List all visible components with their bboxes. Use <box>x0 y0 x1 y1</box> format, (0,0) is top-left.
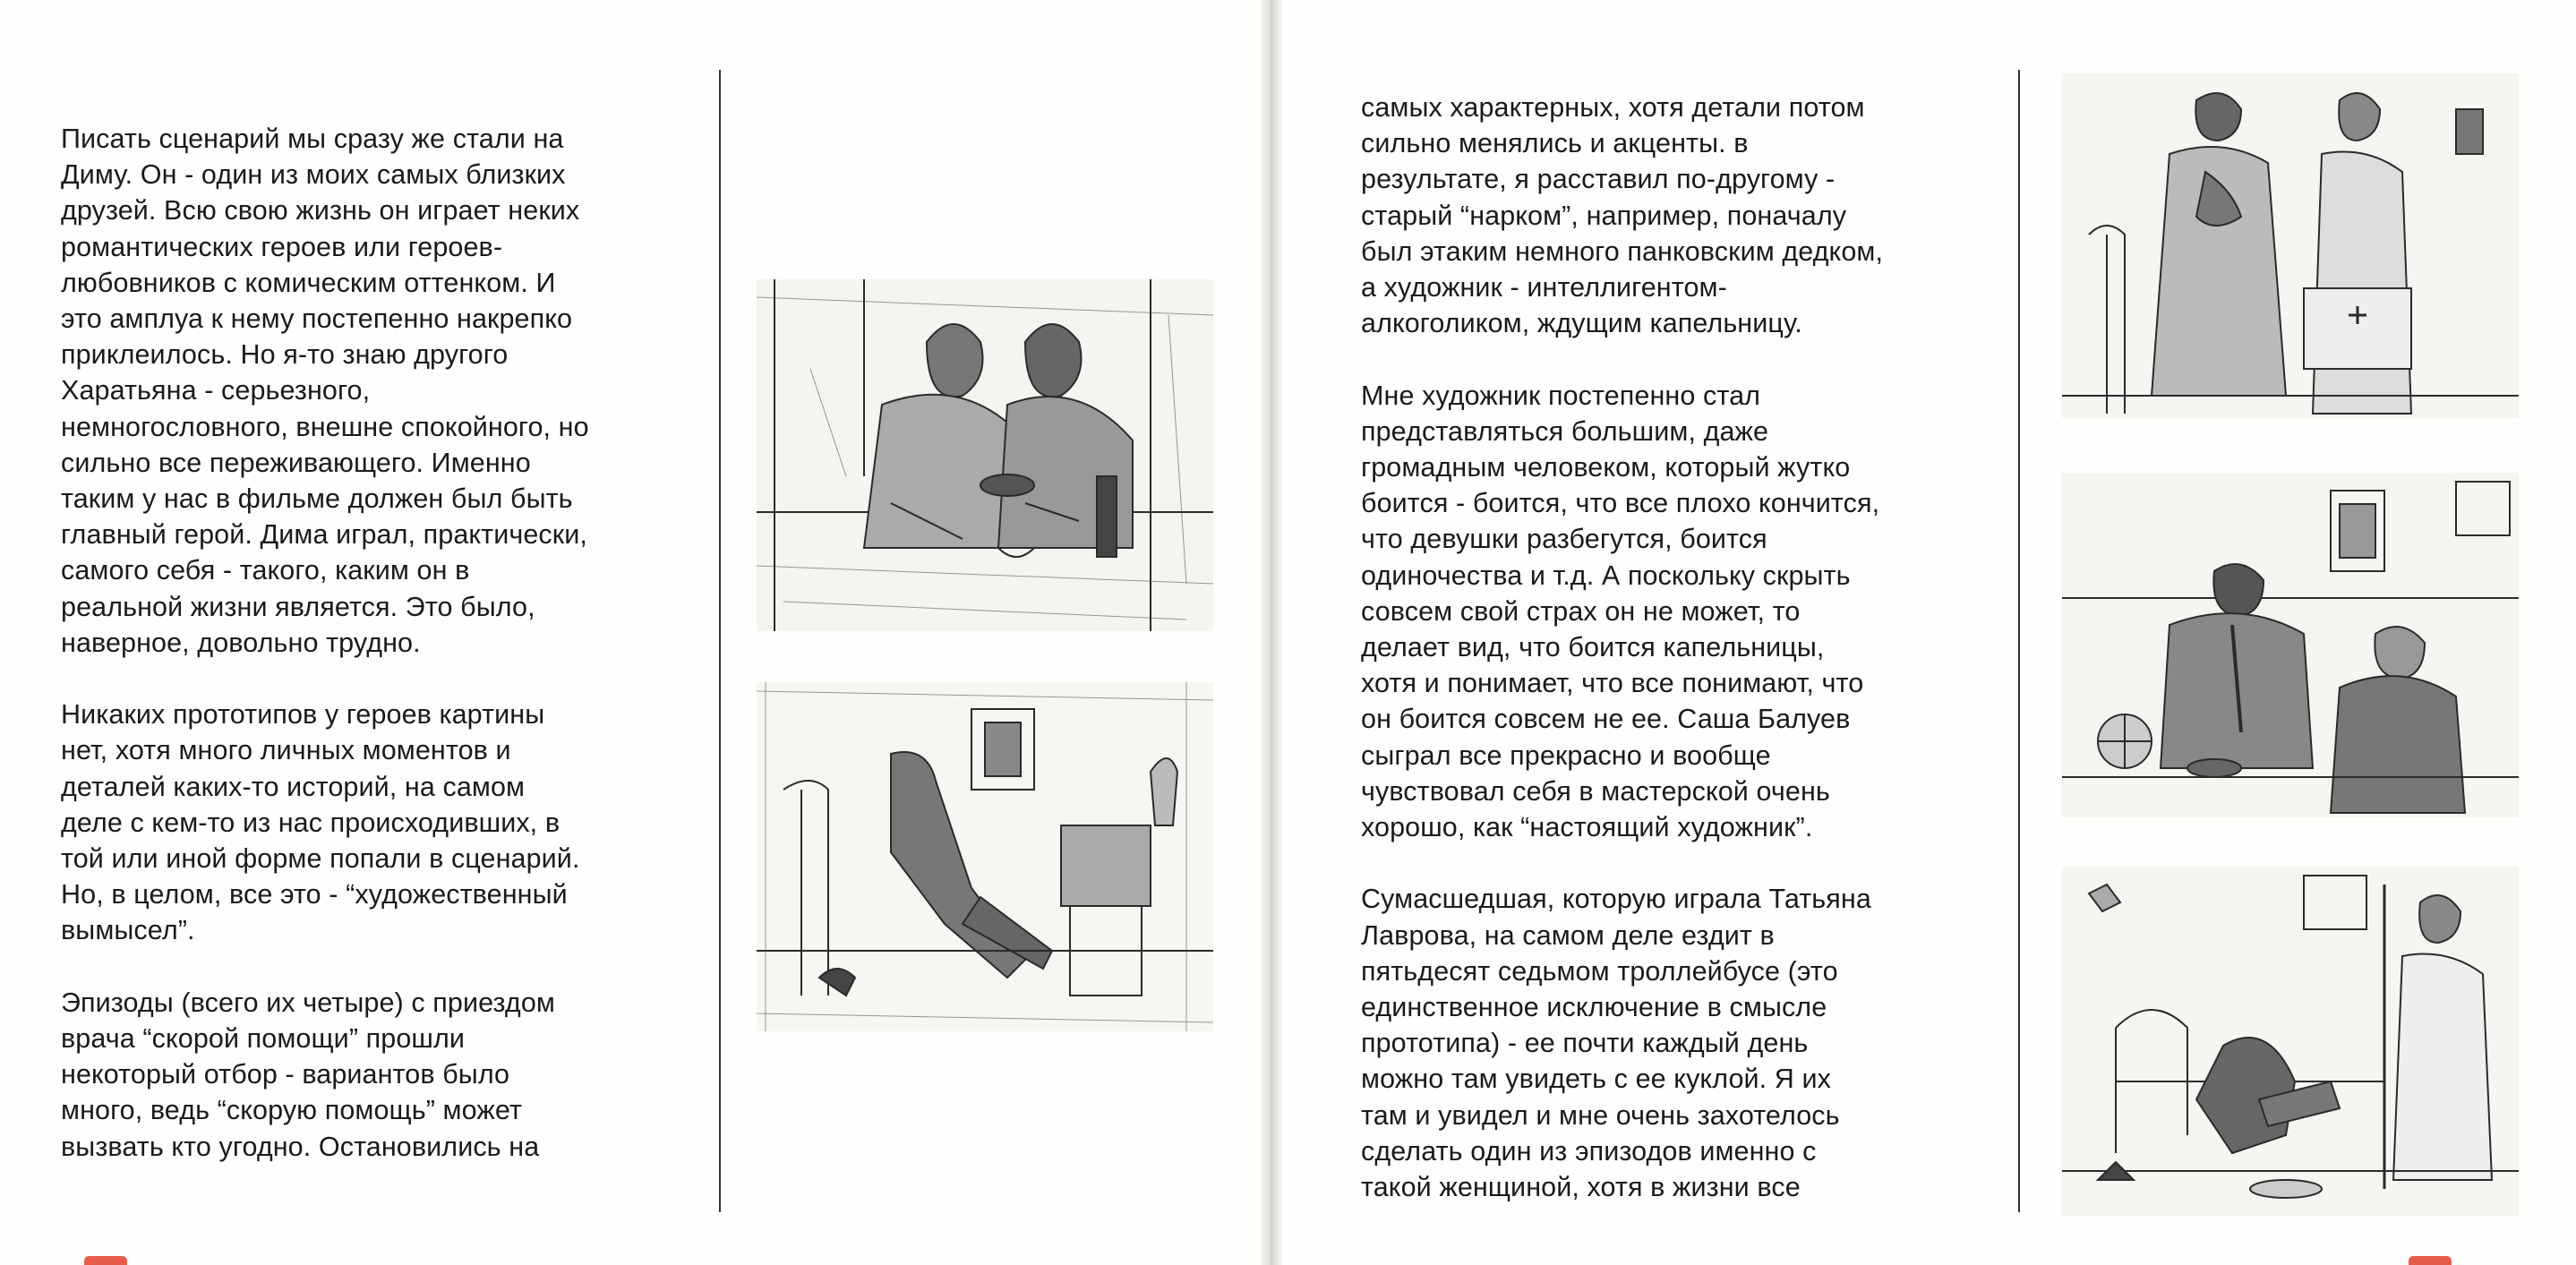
right-page-text <box>1361 90 2006 1241</box>
sketch-nurse-and-doctor-icon <box>2062 73 2519 418</box>
right-paragraph-2: Мне художник постепенно стал представляться большим, даже громадным человеком, который жутко боится - боится, что все плохо кончится, что девушки разбегутся, боится одиночества и т.д. А поскольку скрыть совсем свой страх он не может, то делает вид, что боится капельницы, хотя и понимает, что все понимают, что он боится совсем не ее. Саша Балуев сыграл все прекрасно и вообще чувствовал себя в мастерской очень хорошо, как “настоящий художник”. <box>1361 380 1880 843</box>
left-page-text <box>61 121 688 1201</box>
left-paragraph-3: Эпизоды (всего их четыре) с приездом врача “скорой помощи” прошли некоторый отбор - вариантов было много, ведь “скорую помощь” может вызвать кто угодно. Остановились на <box>61 987 555 1162</box>
red-edge-mark-left <box>84 1256 127 1265</box>
left-column-divider <box>719 70 721 1212</box>
sketch-men-at-desk-icon <box>2062 473 2519 817</box>
right-paragraph-1: самых характерных, хотя детали потом сильно менялись и акценты. в результате, я расставил по-другому - старый “нарком”, например, поначалу был этаким немного панковским дедком, а художник - интеллигентом- алкоголиком, ждущим капельницу. <box>1361 92 1884 339</box>
book-spine <box>1261 0 1282 1265</box>
sketch-man-slumped-in-chair-icon <box>757 682 1213 1031</box>
sketch-two-men-at-table-icon <box>757 279 1213 631</box>
left-paragraph-2: Никаких прототипов у героев картины нет, хотя много личных моментов и деталей каких-то историй, на самом деле с кем-то из нас происходивших, в той или иной форме попали в сценарий. Но, в целом, все это - “художественный вымысел”. <box>61 699 580 946</box>
right-column-divider <box>2018 70 2020 1212</box>
sketch-doctor-and-patient-on-bed-icon <box>2062 867 2519 1216</box>
right-paragraph-3: Сумасшедшая, которую играла Татьяна Лаврова, на самом деле ездит в пятьдесят седьмом троллейбусе (это единственное исключение в смысле прототипа) - ее почти каждый день можно там увидеть с ее куклой. Я их там и увидел и мне очень захотелось сделать один из эпизодов именно с такой женщиной, хотя в жизни все <box>1361 884 1871 1203</box>
red-edge-mark-right <box>2409 1256 2452 1265</box>
left-paragraph-1: Писать сценарий мы сразу же стали на Диму. Он - один из моих самых близких друзей. Всю свою жизнь он играет неких романтических героев или героев- любовников с комическим оттенком. И это амплуа к нему постепенно накрепко приклеилось. Но я-то знаю другого Харатьяна - серьезного, немногословного, внешне спокойного, но сильно все переживающего. Именно таким у нас в фильме должен был быть главный герой. Дима играл, практически, самого себя - такого, каким он в реальной жизни является. Это было, наверное, довольно трудно. <box>61 124 589 658</box>
